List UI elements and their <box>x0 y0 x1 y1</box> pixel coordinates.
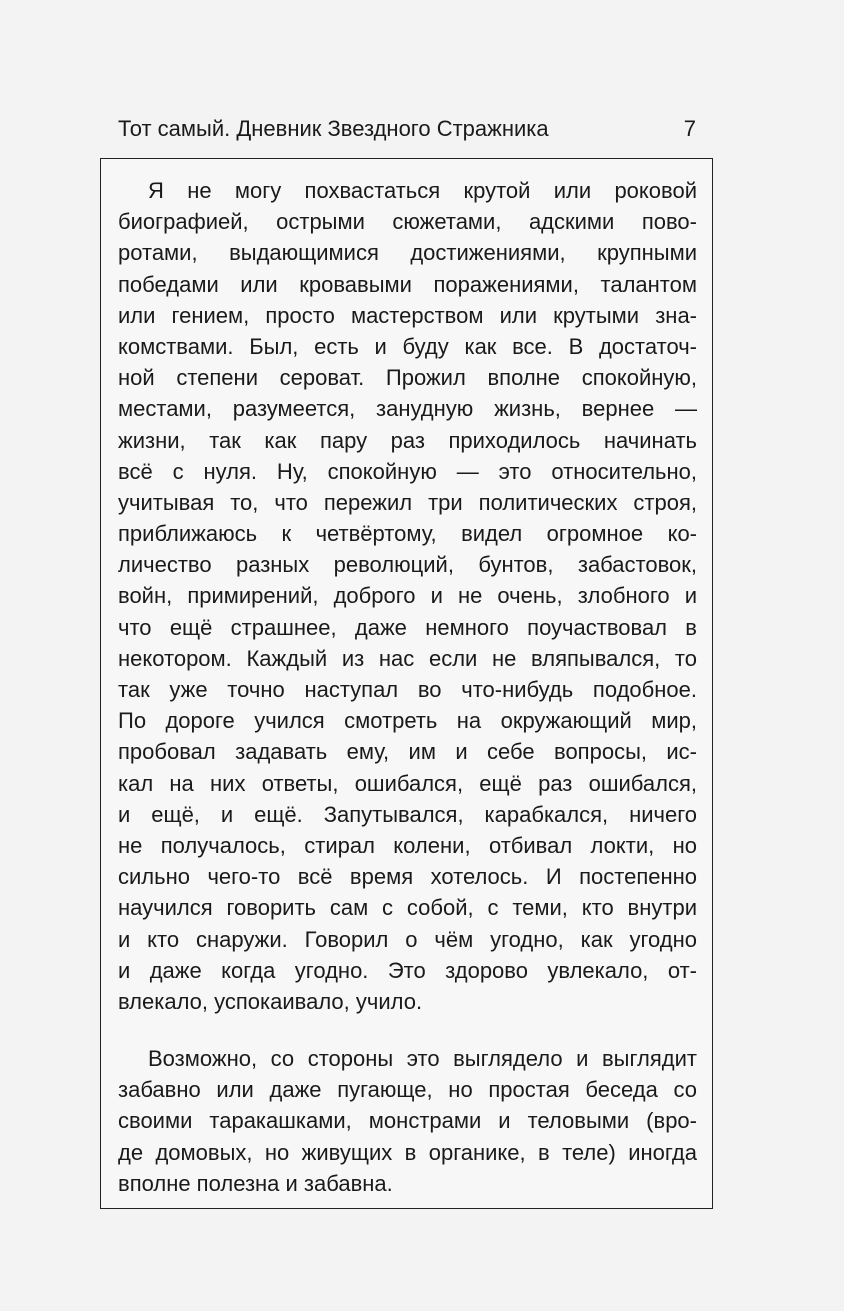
text-line: Возможно, со стороны это выглядело и выглядит <box>148 1046 697 1071</box>
text-line: ной степени сероват. Прожил вполне спокойную, <box>118 365 697 391</box>
text-line: или гением, просто мастерством или крутыми зна- <box>118 302 697 328</box>
text-line: ротами, выдающимися достижениями, крупными <box>118 240 697 266</box>
text-line: забавно или даже пугающе, но простая беседа со <box>118 1077 697 1103</box>
text-line: и кто снаружи. Говорил о чём угодно, как угодно <box>118 926 697 952</box>
text-line: не получалось, стирал колени, отбивал локти, но <box>118 832 697 858</box>
paragraph-1 <box>118 175 697 1017</box>
text-line: всё с нуля. Ну, спокойную — это относительно, <box>118 458 697 484</box>
page-number: 7 <box>683 116 696 141</box>
text-line: жизни, так как пару раз приходилось начинать <box>118 427 697 453</box>
text-line: приближаюсь к четвёртому, видел огромное ко- <box>118 521 697 547</box>
paragraph-2 <box>118 1043 697 1199</box>
text-line: де домовых, но живущих в органике, в теле) иногда <box>118 1139 697 1165</box>
text-line: и ещё, и ещё. Запутывался, карабкался, ничего <box>118 801 697 827</box>
text-line: По дороге учился смотреть на окружающий мир, <box>118 708 697 734</box>
text-line: кал на них ответы, ошибался, ещё раз ошибался, <box>118 770 697 796</box>
text-line: что ещё страшнее, даже немного поучаствовал в <box>118 614 697 640</box>
text-line: вполне полезна и забавна. <box>118 1170 393 1196</box>
text-line: так уже точно наступал во что-нибудь подобное. <box>118 677 697 702</box>
running-header <box>118 114 696 144</box>
text-line: учитывая то, что пережил три политических строя, <box>118 489 697 515</box>
text-line: влекало, успокаивало, учило. <box>118 988 423 1014</box>
text-line: войн, примирений, доброго и не очень, злобного и <box>118 583 697 609</box>
text-line: и даже когда угодно. Это здорово увлекало, от- <box>118 957 697 983</box>
text-line: сильно чего-то всё время хотелось. И постепенно <box>118 864 697 890</box>
text-line: некотором. Каждый из нас если не вляпывался, то <box>118 645 697 671</box>
text-line: местами, разумеется, занудную жизнь, вернее — <box>118 396 697 422</box>
text-line: победами или кровавыми поражениями, талантом <box>118 271 697 297</box>
text-line: биографией, острыми сюжетами, адскими пово- <box>118 209 697 235</box>
text-line: пробовал задавать ему, им и себе вопросы, ис- <box>118 739 697 765</box>
text-line: Я не могу похвастаться крутой или роковой <box>148 178 697 203</box>
text-line: своими таракашками, монстрами и теловыми (вро- <box>118 1108 697 1134</box>
book-title: Тот самый. Дневник Звездного Стражника <box>118 116 549 141</box>
text-line: научился говорить сам с собой, с теми, кто внутри <box>118 895 697 921</box>
text-line: комствами. Был, есть и буду как все. В достаточ- <box>118 333 697 359</box>
text-line: личество разных революций, бунтов, забастовок, <box>118 552 697 578</box>
